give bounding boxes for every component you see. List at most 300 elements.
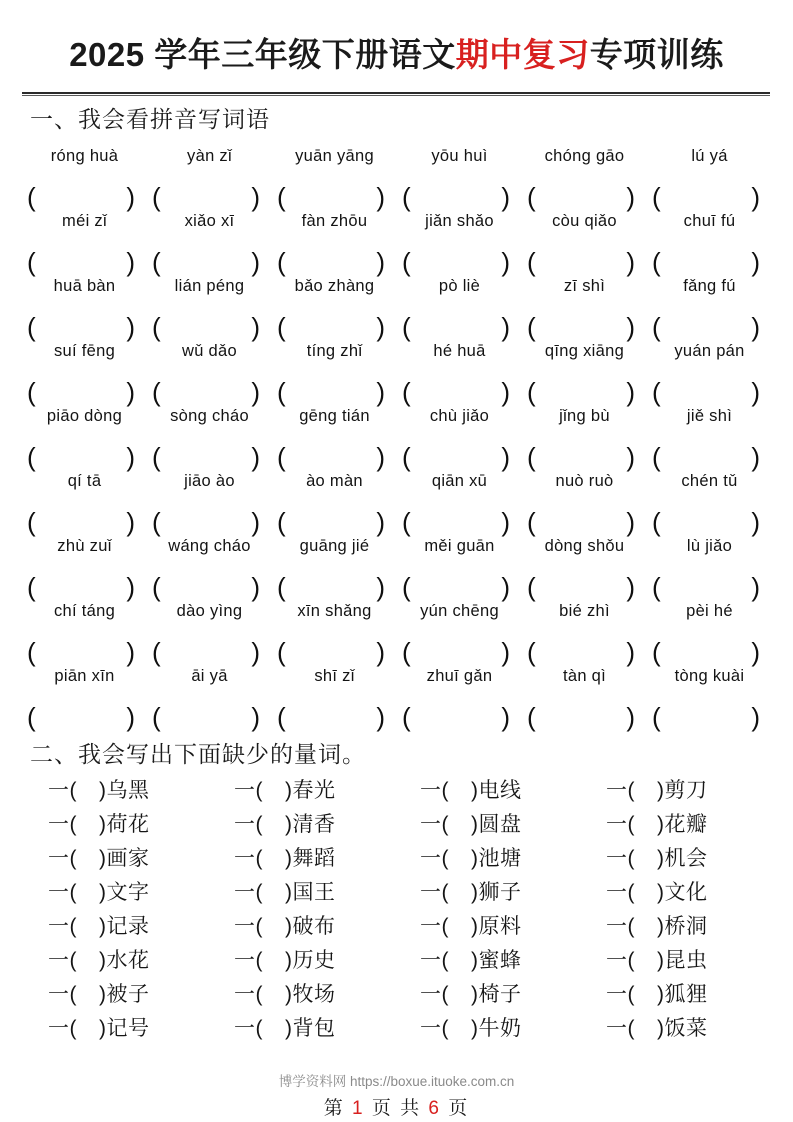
measure-word-noun: 剪刀 xyxy=(664,779,708,802)
measure-word-prefix: 一( xyxy=(48,915,77,938)
answer-blank-open-paren: ( xyxy=(527,701,536,732)
answer-blank-line xyxy=(22,621,772,667)
measure-word-item[interactable] xyxy=(48,1012,234,1042)
measure-word-item[interactable] xyxy=(234,1012,420,1042)
measure-word-prefix: 一( xyxy=(234,1017,263,1040)
measure-word-row xyxy=(48,772,772,806)
answer-blank-close-paren: ) xyxy=(501,246,510,277)
pinyin-prompt: fǎng fú xyxy=(683,277,736,295)
answer-blank-open-paren: ( xyxy=(402,636,411,667)
measure-word-noun: 画家 xyxy=(106,847,150,870)
pinyin-row xyxy=(22,331,772,407)
pinyin-row xyxy=(22,656,772,732)
answer-blank-open-paren: ( xyxy=(402,701,411,732)
measure-word-prefix: 一( xyxy=(420,813,449,836)
measure-word-item[interactable] xyxy=(234,842,420,872)
measure-word-item[interactable] xyxy=(48,842,234,872)
answer-blank-line xyxy=(22,361,772,407)
answer-blank-close-paren: ) xyxy=(126,376,135,407)
measure-word-item[interactable] xyxy=(420,774,606,804)
answer-blank-open-paren: ( xyxy=(277,571,286,602)
answer-blank-open-paren: ( xyxy=(27,246,36,277)
pinyin-prompt: suí fēng xyxy=(53,342,116,360)
measure-word-noun: 被子 xyxy=(106,983,150,1006)
pinyin-prompt: chù jiǎo xyxy=(429,407,490,425)
measure-word-suffix: ) xyxy=(657,847,665,870)
measure-word-prefix: 一( xyxy=(48,949,77,972)
measure-word-prefix: 一( xyxy=(606,779,635,802)
answer-blank-open-paren: ( xyxy=(527,506,536,537)
measure-word-suffix: ) xyxy=(99,847,107,870)
answer-blank-open-paren: ( xyxy=(27,571,36,602)
measure-word-suffix: ) xyxy=(471,813,479,836)
measure-word-item[interactable] xyxy=(420,1012,606,1042)
measure-word-item[interactable] xyxy=(234,910,420,940)
pinyin-text-line xyxy=(22,136,772,166)
pinyin-prompt: piān xīn xyxy=(54,667,115,685)
measure-word-item[interactable] xyxy=(234,876,420,906)
measure-word-prefix: 一( xyxy=(420,881,449,904)
measure-word-item[interactable] xyxy=(420,808,606,838)
measure-word-item[interactable] xyxy=(606,978,792,1008)
answer-blank-open-paren: ( xyxy=(652,181,661,212)
measure-word-prefix: 一( xyxy=(48,847,77,870)
answer-blank-open-paren: ( xyxy=(27,376,36,407)
measure-word-noun: 记号 xyxy=(106,1017,150,1040)
answer-blank-close-paren: ) xyxy=(626,311,635,342)
measure-word-prefix: 一( xyxy=(420,915,449,938)
answer-blank-close-paren: ) xyxy=(751,181,760,212)
pinyin-prompt: guāng jié xyxy=(299,537,370,555)
measure-word-suffix: ) xyxy=(285,779,293,802)
answer-blank-close-paren: ) xyxy=(626,441,635,472)
pinyin-prompt: dòng shǒu xyxy=(544,537,625,555)
measure-word-suffix: ) xyxy=(99,881,107,904)
answer-blank-open-paren: ( xyxy=(27,441,36,472)
measure-word-item[interactable] xyxy=(234,978,420,1008)
measure-word-noun: 牛奶 xyxy=(478,1017,522,1040)
answer-blank-close-paren: ) xyxy=(626,571,635,602)
answer-blank-close-paren: ) xyxy=(751,441,760,472)
measure-word-item[interactable] xyxy=(48,808,234,838)
measure-word-item[interactable] xyxy=(606,944,792,974)
measure-word-noun: 牧场 xyxy=(292,983,336,1006)
measure-word-suffix: ) xyxy=(657,915,665,938)
measure-word-noun: 狮子 xyxy=(478,881,522,904)
measure-word-noun: 国王 xyxy=(292,881,336,904)
answer-blank-close-paren: ) xyxy=(126,701,135,732)
answer-blank-close-paren: ) xyxy=(626,506,635,537)
measure-word-noun: 春光 xyxy=(292,779,336,802)
measure-word-suffix: ) xyxy=(471,949,479,972)
pinyin-prompt: lù jiǎo xyxy=(686,537,733,555)
answer-blank-open-paren: ( xyxy=(277,181,286,212)
pinyin-row xyxy=(22,201,772,277)
measure-word-row xyxy=(48,908,772,942)
measure-word-prefix: 一( xyxy=(420,949,449,972)
measure-word-prefix: 一( xyxy=(606,949,635,972)
measure-word-prefix: 一( xyxy=(606,847,635,870)
pinyin-prompt: lián péng xyxy=(174,277,245,295)
pinyin-prompt: chóng gāo xyxy=(544,147,625,165)
measure-word-item[interactable] xyxy=(420,876,606,906)
measure-word-item[interactable] xyxy=(48,910,234,940)
pinyin-prompt: xīn shǎng xyxy=(297,602,372,620)
answer-blank-open-paren: ( xyxy=(402,376,411,407)
measure-word-item[interactable] xyxy=(606,774,792,804)
measure-word-noun: 乌黑 xyxy=(106,779,150,802)
answer-blank-open-paren: ( xyxy=(152,181,161,212)
measure-word-suffix: ) xyxy=(657,779,665,802)
measure-word-suffix: ) xyxy=(285,1017,293,1040)
answer-blank-close-paren: ) xyxy=(126,246,135,277)
measure-word-prefix: 一( xyxy=(48,813,77,836)
measure-word-item[interactable] xyxy=(48,944,234,974)
answer-blank-close-paren: ) xyxy=(251,246,260,277)
measure-word-row xyxy=(48,976,772,1010)
measure-word-noun: 花瓣 xyxy=(664,813,708,836)
measure-word-row xyxy=(48,1010,772,1044)
page-title xyxy=(0,34,793,75)
measure-word-noun: 桥洞 xyxy=(664,915,708,938)
answer-blank-close-paren: ) xyxy=(251,701,260,732)
measure-word-item[interactable] xyxy=(606,1012,792,1042)
answer-blank-close-paren: ) xyxy=(376,311,385,342)
measure-word-prefix: 一( xyxy=(606,915,635,938)
page-number xyxy=(0,1093,793,1120)
measure-word-suffix: ) xyxy=(657,881,665,904)
measure-word-noun: 昆虫 xyxy=(664,949,708,972)
answer-blank-close-paren: ) xyxy=(251,376,260,407)
pinyin-text-line xyxy=(22,591,772,621)
pinyin-prompt: tòng kuài xyxy=(674,667,745,685)
answer-blank-open-paren: ( xyxy=(277,506,286,537)
measure-word-prefix: 一( xyxy=(48,881,77,904)
measure-word-suffix: ) xyxy=(285,881,293,904)
pinyin-prompt: piāo dòng xyxy=(46,407,123,425)
measure-word-prefix: 一( xyxy=(234,915,263,938)
pinyin-prompt: āi yā xyxy=(191,667,228,685)
measure-word-noun: 水花 xyxy=(106,949,150,972)
answer-blank-open-paren: ( xyxy=(402,311,411,342)
answer-blank-close-paren: ) xyxy=(501,441,510,472)
measure-word-item[interactable] xyxy=(606,808,792,838)
pinyin-row xyxy=(22,396,772,472)
pinyin-prompt: tíng zhǐ xyxy=(306,342,363,360)
measure-word-suffix: ) xyxy=(99,1017,107,1040)
answer-blank-close-paren: ) xyxy=(376,701,385,732)
measure-word-item[interactable] xyxy=(420,944,606,974)
answer-blank-close-paren: ) xyxy=(251,311,260,342)
answer-blank-open-paren: ( xyxy=(277,246,286,277)
answer-blank-open-paren: ( xyxy=(27,636,36,667)
pinyin-prompt: ào màn xyxy=(306,472,363,490)
pinyin-prompt: dào yìng xyxy=(176,602,243,620)
pinyin-text-line xyxy=(22,526,772,556)
measure-word-suffix: ) xyxy=(471,779,479,802)
answer-blank-open-paren: ( xyxy=(527,571,536,602)
answer-blank-open-paren: ( xyxy=(152,441,161,472)
answer-blank-close-paren: ) xyxy=(501,636,510,667)
pinyin-prompt: nuò ruò xyxy=(555,472,614,490)
pinyin-prompt: shī zǐ xyxy=(314,667,355,685)
answer-blank-open-paren: ( xyxy=(402,181,411,212)
measure-word-item[interactable] xyxy=(234,774,420,804)
measure-word-suffix: ) xyxy=(471,1017,479,1040)
answer-blank-close-paren: ) xyxy=(126,181,135,212)
pinyin-prompt: sòng cháo xyxy=(170,407,249,425)
pinyin-prompt: gēng tián xyxy=(299,407,370,425)
answer-blank-close-paren: ) xyxy=(751,701,760,732)
answer-blank-close-paren: ) xyxy=(501,376,510,407)
answer-blank-open-paren: ( xyxy=(652,571,661,602)
answer-blank-open-paren: ( xyxy=(277,441,286,472)
answer-blank-open-paren: ( xyxy=(152,636,161,667)
measure-word-prefix: 一( xyxy=(48,1017,77,1040)
answer-blank-close-paren: ) xyxy=(501,506,510,537)
pinyin-exercise-grid xyxy=(22,136,772,732)
pinyin-text-line xyxy=(22,331,772,361)
pinyin-row xyxy=(22,461,772,537)
pinyin-prompt: jǐng bù xyxy=(559,407,610,425)
pinyin-prompt: yuān yāng xyxy=(295,147,374,165)
pinyin-row xyxy=(22,266,772,342)
answer-blank-open-paren: ( xyxy=(152,376,161,407)
pinyin-prompt: qí tā xyxy=(67,472,102,490)
page-number-current: 1 xyxy=(352,1098,365,1119)
answer-blank-open-paren: ( xyxy=(152,311,161,342)
pinyin-prompt: méi zǐ xyxy=(62,212,107,230)
answer-blank-open-paren: ( xyxy=(152,571,161,602)
measure-word-suffix: ) xyxy=(285,813,293,836)
measure-word-prefix: 一( xyxy=(234,779,263,802)
measure-word-noun: 历史 xyxy=(292,949,336,972)
answer-blank-close-paren: ) xyxy=(126,441,135,472)
answer-blank-close-paren: ) xyxy=(751,246,760,277)
measure-word-suffix: ) xyxy=(285,915,293,938)
measure-word-suffix: ) xyxy=(99,949,107,972)
measure-word-prefix: 一( xyxy=(420,983,449,1006)
page-number-label-3: 页 xyxy=(448,1098,470,1119)
answer-blank-close-paren: ) xyxy=(126,636,135,667)
measure-word-suffix: ) xyxy=(285,983,293,1006)
measure-word-prefix: 一( xyxy=(48,779,77,802)
measure-word-prefix: 一( xyxy=(234,949,263,972)
answer-blank-line xyxy=(22,491,772,537)
answer-blank-open-paren: ( xyxy=(652,701,661,732)
pinyin-prompt: lú yá xyxy=(691,147,728,165)
answer-blank-open-paren: ( xyxy=(652,441,661,472)
answer-blank-open-paren: ( xyxy=(527,311,536,342)
answer-blank-line xyxy=(22,231,772,277)
measure-word-exercise-grid xyxy=(48,772,772,1044)
answer-blank-open-paren: ( xyxy=(652,506,661,537)
answer-blank-open-paren: ( xyxy=(152,246,161,277)
answer-blank-open-paren: ( xyxy=(27,701,36,732)
measure-word-item[interactable] xyxy=(606,876,792,906)
answer-blank-close-paren: ) xyxy=(376,246,385,277)
answer-blank-close-paren: ) xyxy=(251,571,260,602)
answer-blank-open-paren: ( xyxy=(402,246,411,277)
answer-blank-open-paren: ( xyxy=(527,246,536,277)
measure-word-row xyxy=(48,942,772,976)
pinyin-prompt: yún chēng xyxy=(420,602,499,620)
pinyin-prompt: wǔ dǎo xyxy=(181,342,237,360)
measure-word-noun: 背包 xyxy=(292,1017,336,1040)
measure-word-prefix: 一( xyxy=(234,881,263,904)
measure-word-suffix: ) xyxy=(657,949,665,972)
site-credit: 博学资料网 https://boxue.ituoke.com.cn xyxy=(278,1074,515,1089)
answer-blank-close-paren: ) xyxy=(376,506,385,537)
answer-blank-open-paren: ( xyxy=(277,311,286,342)
answer-blank-open-paren: ( xyxy=(402,441,411,472)
pinyin-text-line xyxy=(22,266,772,296)
measure-word-noun: 清香 xyxy=(292,813,336,836)
answer-blank-line xyxy=(22,166,772,212)
pinyin-prompt: chén tǔ xyxy=(681,472,738,490)
pinyin-prompt: zī shì xyxy=(563,277,606,295)
answer-blank-close-paren: ) xyxy=(751,571,760,602)
pinyin-prompt: qiān xū xyxy=(431,472,488,490)
answer-blank-close-paren: ) xyxy=(376,636,385,667)
measure-word-prefix: 一( xyxy=(234,983,263,1006)
answer-blank-open-paren: ( xyxy=(527,441,536,472)
pinyin-prompt: còu qiǎo xyxy=(552,212,617,230)
pinyin-prompt: jiāo ào xyxy=(184,472,235,490)
pinyin-prompt: yàn zǐ xyxy=(187,147,232,165)
pinyin-prompt: zhuī gǎn xyxy=(426,667,493,685)
pinyin-prompt: chí táng xyxy=(53,602,116,620)
measure-word-suffix: ) xyxy=(285,847,293,870)
answer-blank-close-paren: ) xyxy=(751,376,760,407)
answer-blank-close-paren: ) xyxy=(501,701,510,732)
answer-blank-close-paren: ) xyxy=(376,181,385,212)
measure-word-noun: 椅子 xyxy=(478,983,522,1006)
measure-word-noun: 文字 xyxy=(106,881,150,904)
answer-blank-close-paren: ) xyxy=(251,506,260,537)
answer-blank-close-paren: ) xyxy=(376,571,385,602)
measure-word-item[interactable] xyxy=(48,978,234,1008)
answer-blank-open-paren: ( xyxy=(27,181,36,212)
answer-blank-close-paren: ) xyxy=(251,636,260,667)
answer-blank-close-paren: ) xyxy=(376,441,385,472)
pinyin-prompt: wáng cháo xyxy=(168,537,251,555)
answer-blank-open-paren: ( xyxy=(27,506,36,537)
pinyin-text-line xyxy=(22,656,772,686)
pinyin-prompt: róng huà xyxy=(50,147,119,165)
answer-blank-open-paren: ( xyxy=(652,636,661,667)
answer-blank-close-paren: ) xyxy=(501,311,510,342)
answer-blank-open-paren: ( xyxy=(527,636,536,667)
answer-blank-open-paren: ( xyxy=(152,701,161,732)
measure-word-row xyxy=(48,840,772,874)
measure-word-noun: 电线 xyxy=(478,779,522,802)
pinyin-prompt: fàn zhōu xyxy=(301,212,368,230)
measure-word-suffix: ) xyxy=(471,915,479,938)
pinyin-prompt: huā bàn xyxy=(53,277,116,295)
pinyin-prompt: yuán pán xyxy=(674,342,745,360)
pinyin-prompt: bié zhì xyxy=(559,602,610,620)
measure-word-suffix: ) xyxy=(99,915,107,938)
measure-word-suffix: ) xyxy=(657,983,665,1006)
pinyin-text-line xyxy=(22,201,772,231)
measure-word-prefix: 一( xyxy=(420,779,449,802)
measure-word-item[interactable] xyxy=(606,910,792,940)
pinyin-row xyxy=(22,526,772,602)
measure-word-suffix: ) xyxy=(471,881,479,904)
title-divider xyxy=(22,92,770,96)
measure-word-item[interactable] xyxy=(420,978,606,1008)
measure-word-noun: 圆盘 xyxy=(478,813,522,836)
answer-blank-close-paren: ) xyxy=(751,636,760,667)
measure-word-noun: 舞蹈 xyxy=(292,847,336,870)
measure-word-prefix: 一( xyxy=(420,847,449,870)
answer-blank-open-paren: ( xyxy=(27,311,36,342)
measure-word-item[interactable] xyxy=(234,808,420,838)
measure-word-item[interactable] xyxy=(48,774,234,804)
answer-blank-close-paren: ) xyxy=(626,376,635,407)
page-number-total: 6 xyxy=(428,1098,441,1119)
measure-word-prefix: 一( xyxy=(234,813,263,836)
pinyin-prompt: qīng xiāng xyxy=(544,342,625,360)
section-1-heading: 一、我会看拼音写词语 xyxy=(30,106,270,132)
pinyin-prompt: hé huā xyxy=(433,342,486,360)
answer-blank-line xyxy=(22,426,772,472)
measure-word-prefix: 一( xyxy=(48,983,77,1006)
measure-word-noun: 饭菜 xyxy=(664,1017,708,1040)
pinyin-prompt: chuī fú xyxy=(683,212,736,230)
measure-word-item[interactable] xyxy=(48,876,234,906)
page-number-label-1: 第 xyxy=(323,1098,345,1119)
page-title-highlight: 期中复习 xyxy=(455,36,590,73)
divider-thin-line xyxy=(22,95,770,96)
answer-blank-close-paren: ) xyxy=(751,506,760,537)
measure-word-noun: 池塘 xyxy=(478,847,522,870)
measure-word-suffix: ) xyxy=(99,813,107,836)
answer-blank-open-paren: ( xyxy=(402,506,411,537)
pinyin-prompt: xiǎo xī xyxy=(184,212,235,230)
measure-word-item[interactable] xyxy=(420,910,606,940)
measure-word-prefix: 一( xyxy=(234,847,263,870)
pinyin-prompt: tàn qì xyxy=(562,667,607,685)
pinyin-prompt: zhù zuǐ xyxy=(57,537,112,555)
pinyin-prompt: bǎo zhàng xyxy=(294,277,375,295)
measure-word-item[interactable] xyxy=(606,842,792,872)
measure-word-prefix: 一( xyxy=(420,1017,449,1040)
answer-blank-open-paren: ( xyxy=(652,311,661,342)
answer-blank-open-paren: ( xyxy=(527,376,536,407)
pinyin-text-line xyxy=(22,461,772,491)
measure-word-item[interactable] xyxy=(420,842,606,872)
pinyin-row xyxy=(22,591,772,667)
measure-word-noun: 原料 xyxy=(478,915,522,938)
page-title-prefix: 2025 学年三年级下册语文 xyxy=(69,36,456,73)
measure-word-suffix: ) xyxy=(99,983,107,1006)
answer-blank-close-paren: ) xyxy=(126,311,135,342)
page-number-label-2: 页 共 xyxy=(371,1098,422,1119)
measure-word-suffix: ) xyxy=(285,949,293,972)
measure-word-noun: 狐狸 xyxy=(664,983,708,1006)
section-2-heading: 二、我会写出下面缺少的量词。 xyxy=(30,741,366,767)
measure-word-item[interactable] xyxy=(234,944,420,974)
measure-word-noun: 文化 xyxy=(664,881,708,904)
measure-word-row xyxy=(48,806,772,840)
answer-blank-close-paren: ) xyxy=(626,636,635,667)
measure-word-suffix: ) xyxy=(657,1017,665,1040)
answer-blank-line xyxy=(22,686,772,732)
answer-blank-line xyxy=(22,296,772,342)
answer-blank-close-paren: ) xyxy=(251,181,260,212)
